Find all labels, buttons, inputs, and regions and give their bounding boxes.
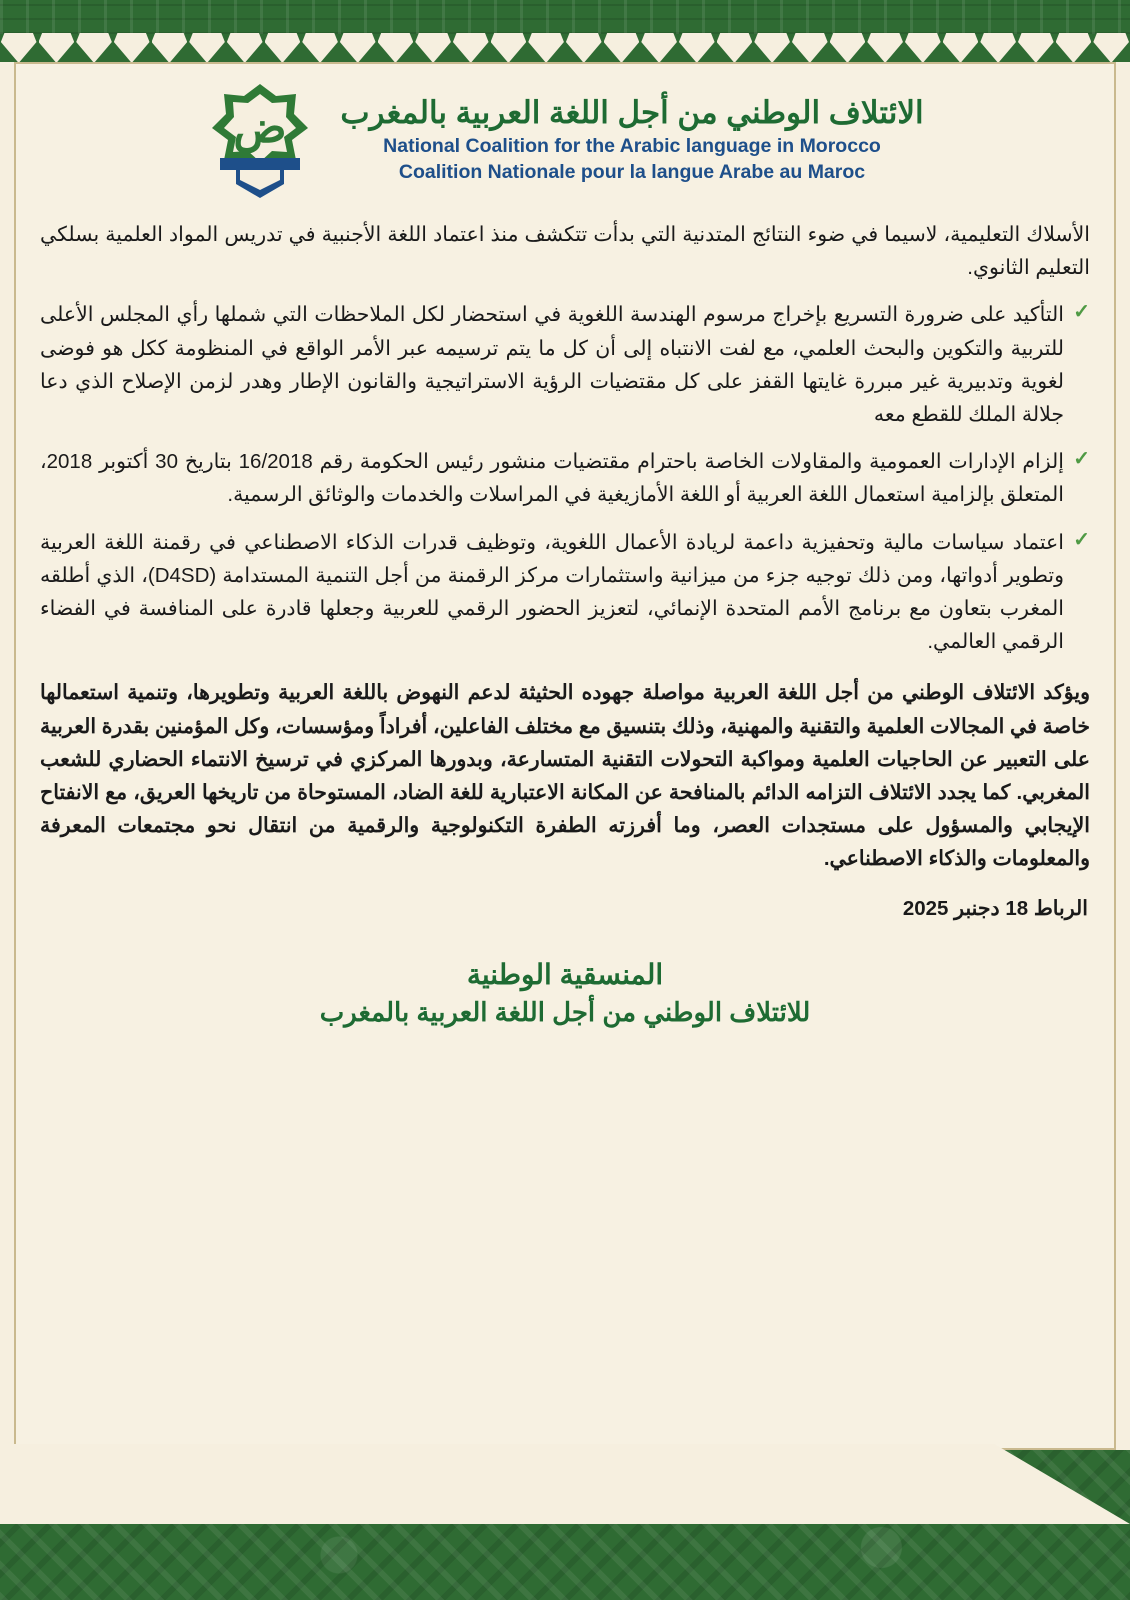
check-icon: ✓: [1073, 528, 1090, 551]
document-header: [20, 70, 1110, 210]
bottom-paper-wedge: [0, 1444, 1130, 1524]
signature-block: [40, 955, 1090, 1031]
list-item: [40, 526, 1090, 659]
list-item-text: إلزام الإدارات العمومية والمقاولات الخاصة باحترام مقتضيات منشور رئيس الحكومة رقم 16/2018 بتاريخ 30 أكتوبر 2018، المتعلق بإلزامية استعمال اللغة العربية أو اللغة الأمازيغية في المراسلات والخدمات والوثائق الرسمية.: [40, 450, 1065, 507]
intro-paragraph: الأسلاك التعليمية، لاسيما في ضوء النتائج المتدنية التي بدأت تتكشف منذ اعتماد اللغة الأجنبية في تدريس المواد العلمية بسلكي التعليم الثانوي.: [40, 223, 1090, 280]
dateline: الرباط 18 دجنبر 2025: [902, 897, 1088, 921]
check-icon: ✓: [1073, 448, 1090, 471]
org-name-english: National Coalition for the Arabic language in Morocco: [383, 135, 881, 158]
coalition-logo-icon: [206, 80, 314, 200]
top-band-scallops: [0, 33, 1130, 62]
top-band-pattern: [0, 0, 1130, 34]
org-name-arabic: الائتلاف الوطني من أجل اللغة العربية بالمغرب: [340, 95, 924, 131]
organization-titles: [340, 94, 923, 185]
closing-paragraph: ويؤكد الائتلاف الوطني من أجل اللغة العربية مواصلة جهوده الحثيثة لدعم النهوض باللغة العربية وتطويرها، وتنمية استعمالها خاصة في المجالات العلمية والتقنية والمهنية، وذلك بتنسيق مع مختلف الفاعلين، أفراداً ومؤسسات، وكل المؤمنين بقدرة العربية على التعبير عن الحاجيات العلمية ومواكبة التحولات التقنية المتسارعة، وبدورها المركزي في ترسيخ الانتماء الحضاري للشعب المغربي. كما يجدد الائتلاف التزامه الدائم بالمنافحة عن المكانة الاعتبارية للغة الضاد، المستوحاة من تاريخها العريق، مع الانفتاح الإيجابي والمسؤول على مستجدات العصر، وما أفرزته الطفرة التكنولوجية والرقمية من انتقال نحو مجتمعات المعرفة والمعلومات والذكاء الاصطناعي.: [40, 681, 1090, 871]
signature-line-1: المنسقية الوطنية: [466, 959, 664, 991]
list-item-text: التأكيد على ضرورة التسريع بإخراج مرسوم الهندسة اللغوية في استحضار لكل الملاحظات التي شملها رأي المجلس الأعلى للتربية والتكوين والبحث العلمي، مع لفت الانتباه إلى أن كل ما يتم ترسيمه عبر الأمر الواقع في المنظومة ككل هو فوضى لغوية وتدبيرية غير مبررة غايتها القفز على كل مقتضيات الرؤية الاستراتيجية والقانون الإطار وهدر لزمن الإصلاح الذي دعا جلالة الملك للقطع معه: [40, 303, 1064, 427]
signature-line-2: للائتلاف الوطني من أجل اللغة العربية بالمغرب: [319, 997, 811, 1028]
list-item: [40, 298, 1090, 431]
document-body: [40, 218, 1090, 1430]
check-icon: ✓: [1073, 301, 1090, 324]
list-item: [40, 445, 1090, 511]
svg-text:ض: ض: [233, 103, 287, 152]
list-item-text: اعتماد سياسات مالية وتحفيزية داعمة لريادة الأعمال اللغوية، وتوظيف قدرات الذكاء الاصطناعي في رقمنة اللغة العربية وتطوير أدواتها، ومن ذلك توجيه جزء من ميزانية واستثمارات مركز الرقمنة من أجل التنمية المستدامة (D4SD)، الذي أطلقه المغرب بتعاون مع برنامج الأمم المتحدة الإنمائي، لتعزيز الحضور الرقمي للعربية وجعلها قادرة على المنافسة في الفضاء الرقمي العالمي.: [40, 530, 1064, 654]
org-name-french: Coalition Nationale pour la langue Arabe au Maroc: [398, 161, 866, 184]
top-ornamental-band: [0, 0, 1130, 62]
